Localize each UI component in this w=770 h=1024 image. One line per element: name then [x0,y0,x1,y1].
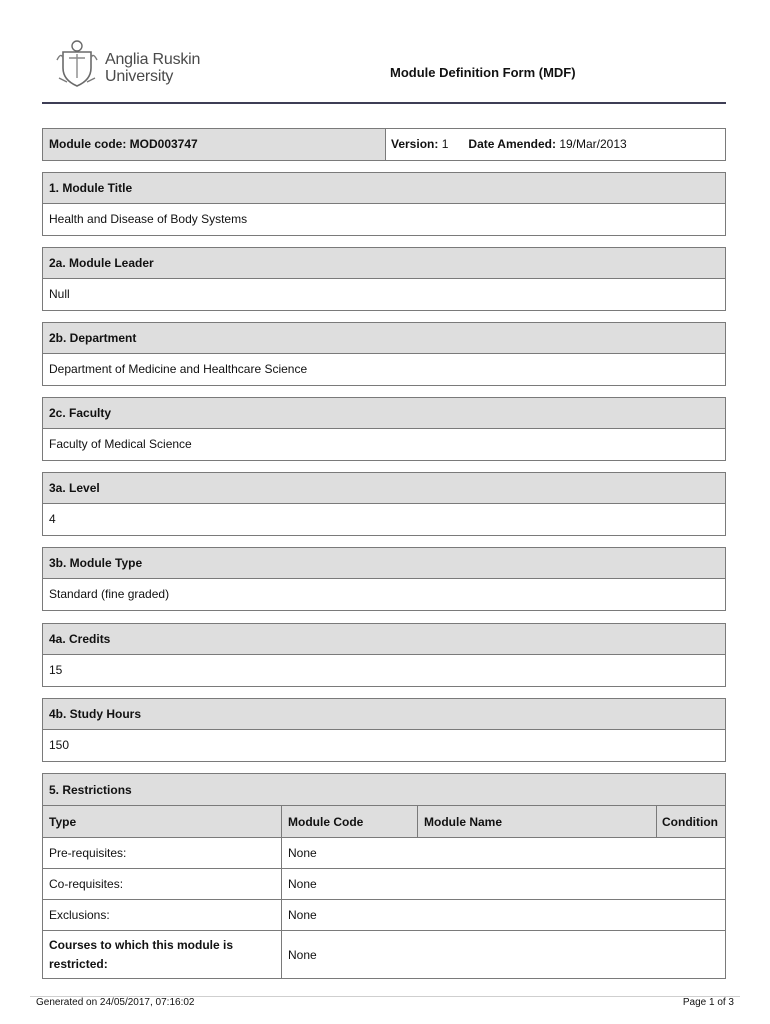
header-divider [42,102,726,104]
restrictions-column-header [43,806,725,838]
section-value: Faculty of Medical Science [49,437,192,451]
section-heading: 4a. Credits [43,624,725,655]
section-heading: 2a. Module Leader [43,248,725,279]
section-department [42,322,726,386]
column-module-name: Module Name [418,806,657,837]
column-module-code: Module Code [282,806,418,837]
section-faculty [42,397,726,461]
row-value: None [288,846,317,860]
table-row [43,900,725,931]
column-condition: Condition [662,814,718,829]
module-code-box [42,128,726,161]
module-code-label: Module code: MOD003747 [43,129,386,160]
section-study-hours [42,698,726,762]
table-row [43,838,725,869]
row-type: Courses to which this module is restricted: [43,931,282,978]
version-value: 1 [441,137,449,151]
section-heading: 2b. Department [43,323,725,354]
section-value: 15 [49,663,63,677]
row-type: Pre-requisites: [43,838,282,868]
row-type: Co-requisites: [43,869,282,899]
row-type: Exclusions: [43,900,282,930]
section-value: Null [49,287,70,301]
university-logo [55,38,215,90]
row-value: None [288,877,317,891]
column-type: Type [43,806,282,837]
table-row [43,869,725,900]
section-heading: 3b. Module Type [43,548,725,579]
section-heading: 2c. Faculty [43,398,725,429]
row-value: None [288,947,317,962]
generated-timestamp: Generated on 24/05/2017, 07:16:02 [36,997,195,1008]
section-value: Department of Medicine and Healthcare Science [49,362,308,376]
section-module-leader [42,247,726,311]
section-value: Health and Disease of Body Systems [49,212,248,226]
section-heading: 1. Module Title [43,173,725,204]
logo-line-2: University [105,68,174,85]
version-label: Version: [391,137,439,151]
section-heading: 3a. Level [43,473,725,504]
version-date-cell [386,129,725,160]
date-amended-value: 19/Mar/2013 [559,137,627,151]
page-number: Page 1 of 3 [682,997,734,1008]
section-value: 150 [49,738,70,752]
crest-icon [55,38,99,88]
row-value: None [288,908,317,922]
restrictions-table [42,773,726,979]
form-title: Module Definition Form (MDF) [390,65,576,80]
logo-line-1: Anglia Ruskin [105,51,201,68]
section-value: Standard (fine graded) [49,587,170,601]
date-amended-label: Date Amended: [468,137,556,151]
section-heading: 4b. Study Hours [43,699,725,730]
restrictions-heading: 5. Restrictions [43,774,725,806]
section-credits [42,623,726,687]
section-value: 4 [49,512,56,526]
section-level [42,472,726,536]
section-module-title [42,172,726,236]
logo-wordmark [105,51,200,85]
section-module-type [42,547,726,611]
table-row [43,931,725,978]
